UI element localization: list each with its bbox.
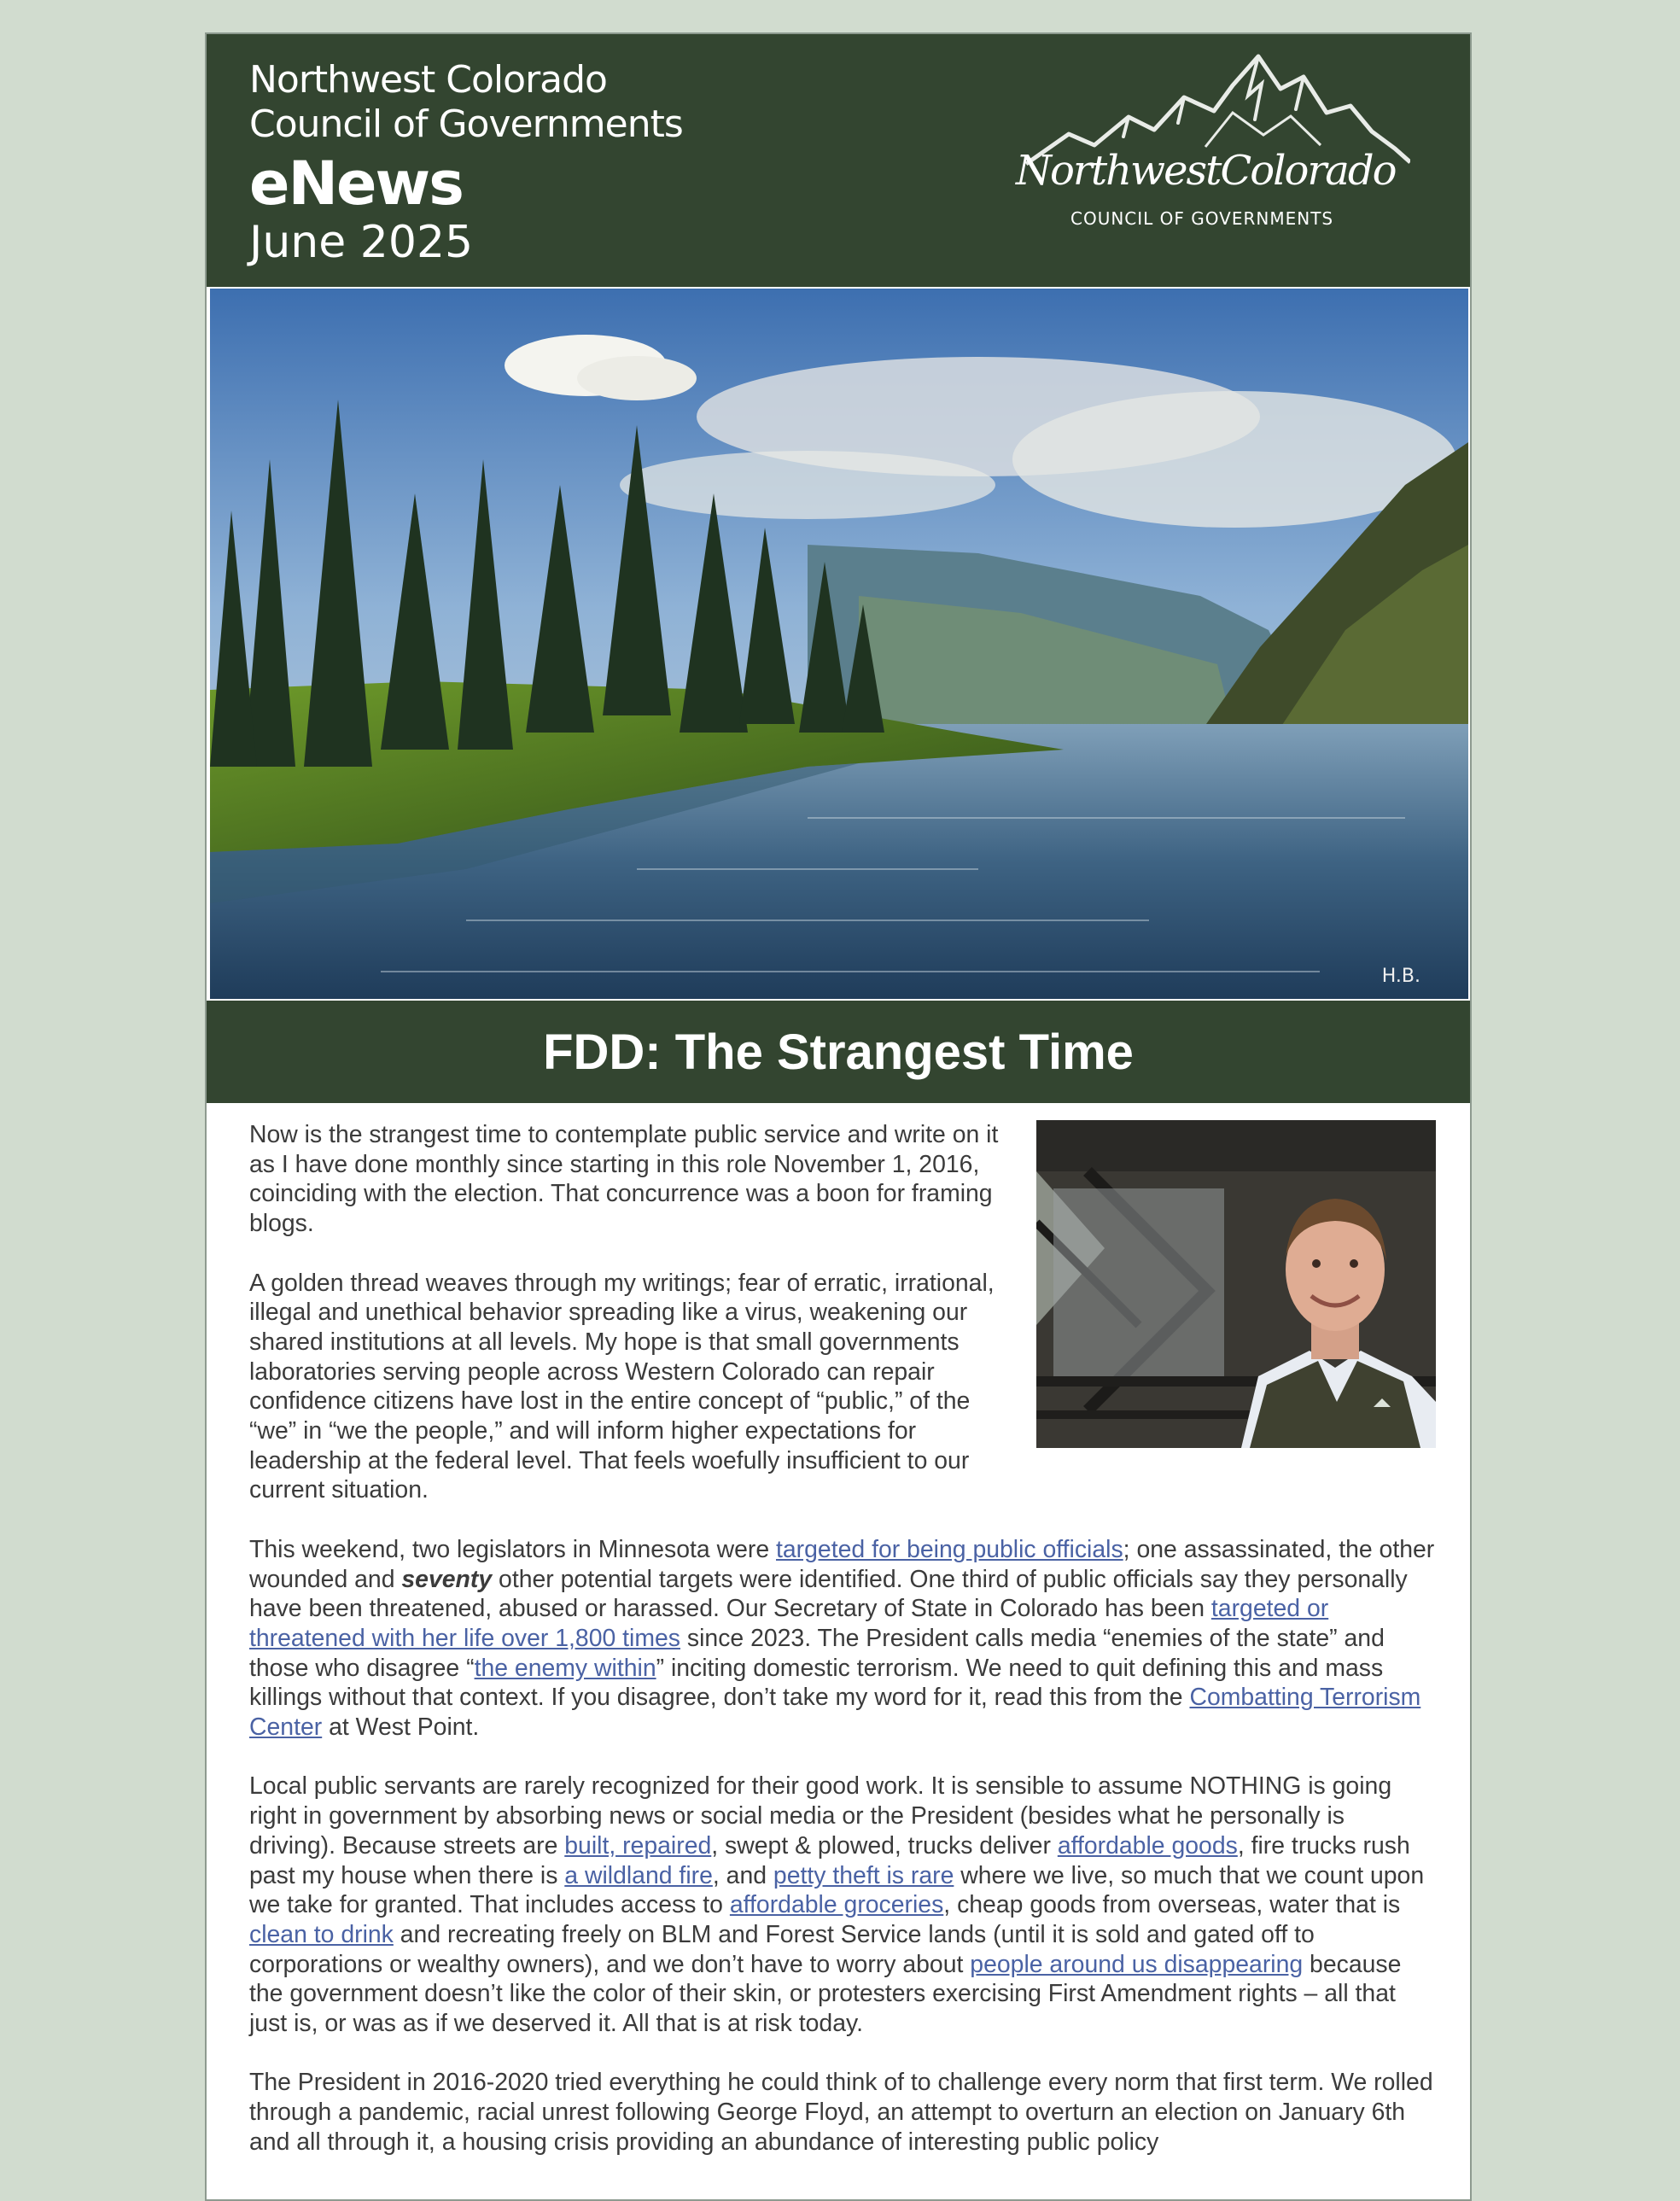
logo-subtitle: COUNCIL OF GOVERNMENTS xyxy=(1070,208,1334,229)
paragraph-1: Now is the strangest time to contemplate public service and write on it as I have done monthly since starting in this role November 1, 2016, coinciding with the election. That concurrence was a boon for framing blogs. xyxy=(249,1121,999,1238)
author-photo xyxy=(1036,1120,1436,1448)
article-title-band xyxy=(207,1001,1470,1103)
paragraph-4-text: Local public servants are rarely recognized for their good work. It is sensible to assume NOTHING is going right in government by absorbing news or social media or the President (besides what he personally is driving). Because streets are xyxy=(249,1772,1392,1859)
link-targeted-officials[interactable]: targeted for being public officials xyxy=(776,1535,1123,1563)
paragraph-4-text: , cheap goods from overseas, water that is xyxy=(943,1891,1401,1919)
paragraph-3-text: other potential targets were identified. One third of public officials say they personally have been threatened, abused or harassed. Our Secretary of State in Colorado has been xyxy=(249,1565,1408,1623)
link-clean-to-drink[interactable]: clean to drink xyxy=(249,1920,394,1948)
newsletter-page xyxy=(205,32,1472,2201)
paragraph-4-text: where we live, so much that we count upon we take for granted. That includes access to xyxy=(249,1861,1425,1919)
link-secretary-threats[interactable]: targeted or threatened with her life over 1,800 times xyxy=(249,1595,1329,1652)
link-affordable-goods[interactable]: affordable goods xyxy=(1057,1831,1238,1859)
person-photo-icon xyxy=(1036,1120,1436,1448)
article-body xyxy=(249,1120,1436,2186)
hero-image xyxy=(210,289,1468,999)
paragraph-4-text: because the government doesn’t like the color of their skin, or protesters exercising First Amendment rights – all that just is, or was as if we deserved it. All that is at risk today. xyxy=(249,1950,1402,2038)
org-logo xyxy=(1009,53,1410,258)
paragraph-4-text: and recreating freely on BLM and Forest Service lands (until it is sold and gated off to corporations or wealthy owners), and we don’t have to worry about xyxy=(249,1920,1315,1978)
paragraph-4-text: , and xyxy=(712,1861,773,1889)
org-name-line1: Northwest Colorado xyxy=(249,58,607,102)
paragraph-3-text: ” inciting domestic terrorism. We need to quit defining this and mass killings without that context. If you disagree, don’t take my word for it, read this from the xyxy=(249,1654,1384,1712)
link-wildland-fire[interactable]: a wildland fire xyxy=(564,1861,713,1889)
link-built-repaired[interactable]: built, repaired xyxy=(564,1831,712,1859)
paragraph-3-text: since 2023. The President calls media “enemies of the state” and those who disagree “ xyxy=(249,1624,1385,1682)
link-petty-theft[interactable]: petty theft is rare xyxy=(773,1861,954,1889)
link-enemy-within[interactable]: the enemy within xyxy=(474,1654,656,1682)
landscape-photo-icon xyxy=(210,289,1468,999)
emphasis-seventy: seventy xyxy=(401,1565,493,1593)
publication-name: eNews xyxy=(249,149,463,219)
paragraph-3 xyxy=(249,1535,1436,1743)
photo-credit: H.B. xyxy=(1381,966,1420,987)
paragraph-3-text: at West Point. xyxy=(322,1714,480,1742)
logo-wordmark: NorthwestColorado xyxy=(1016,147,1396,195)
link-combatting-terrorism-center[interactable]: Combatting Terrorism Center xyxy=(249,1684,1421,1742)
paragraph-3-text: This weekend, two legislators in Minnesota were xyxy=(249,1535,776,1563)
paragraph-5: The President in 2016-2020 tried everything he could think of to challenge every norm that first term. We rolled through a pandemic, racial unrest following George Floyd, an attempt to overturn an election on January 6th and all through it, a housing crisis providing an abundance of interesting public policy xyxy=(249,2069,1433,2156)
link-people-disappearing[interactable]: people around us disappearing xyxy=(970,1950,1304,1978)
paragraph-3-text: ; one assassinated, the other wounded and xyxy=(249,1535,1435,1593)
masthead xyxy=(207,34,1470,287)
org-name-line2: Council of Governments xyxy=(249,102,683,146)
paragraph-4-text: , swept & plowed, trucks deliver xyxy=(711,1831,1058,1859)
link-affordable-groceries[interactable]: affordable groceries xyxy=(729,1891,944,1919)
paragraph-4-text: , fire trucks rush past my house when there is xyxy=(249,1831,1410,1889)
paragraph-4 xyxy=(249,1772,1436,2038)
issue-date: June 2025 xyxy=(249,217,474,268)
paragraph-2: A golden thread weaves through my writings; fear of erratic, irrational, illegal and unethical behavior spreading like a virus, weakening our shared institutions at all levels. My hope is that small governments laboratories serving people across Western Colorado can repair confidence citizens have lost in the entire concept of “public,” of the “we” in “we the people,” and will inform higher expectations for leadership at the federal level. That feels woefully insufficient to our current situation. xyxy=(249,1269,995,1504)
article-title: FDD: The Strangest Time xyxy=(543,1024,1134,1080)
